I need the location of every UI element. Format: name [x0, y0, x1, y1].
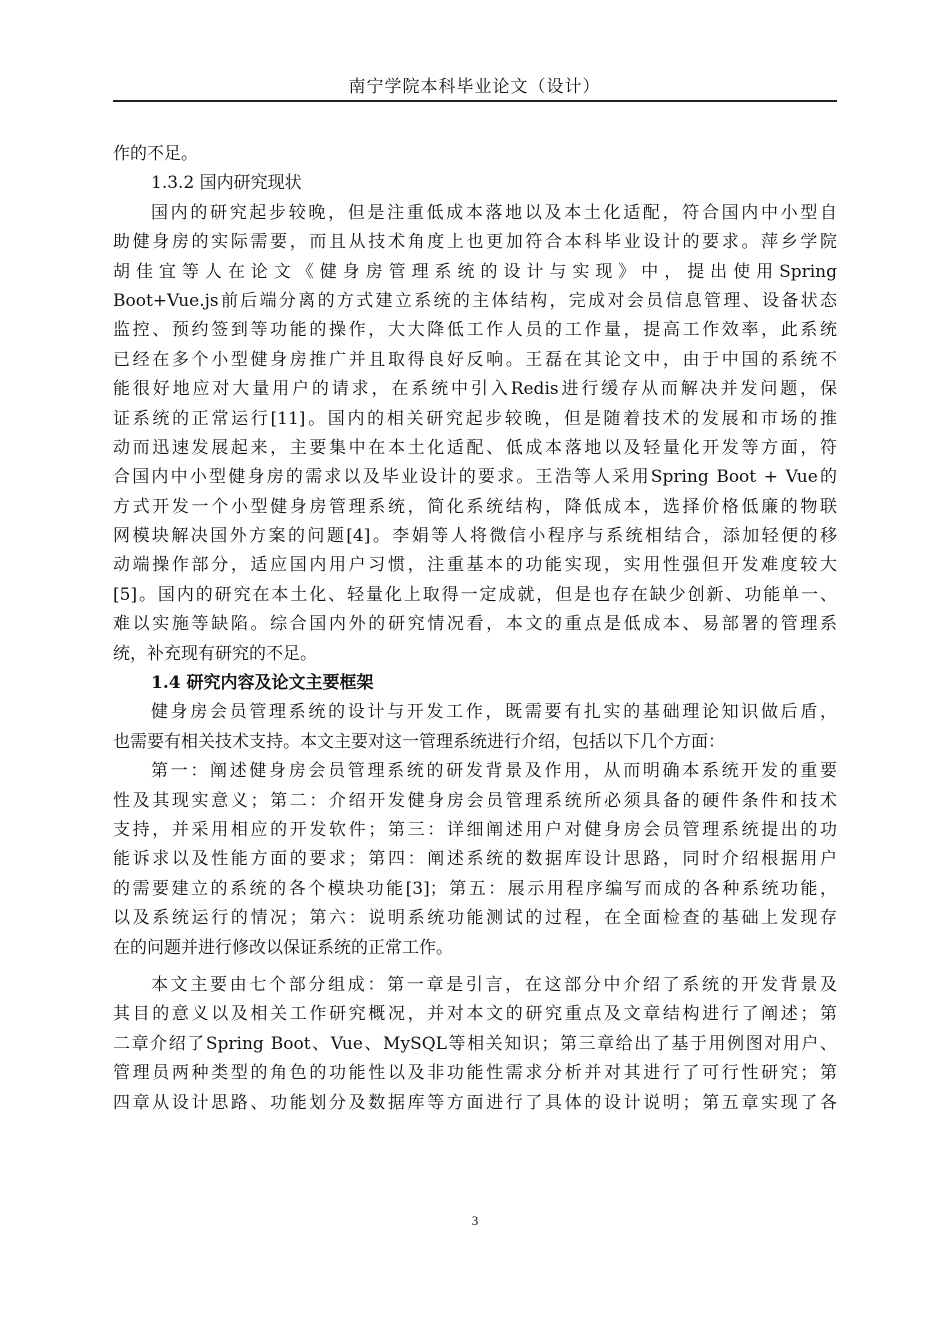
paragraph-line: 其目的意义以及相关工作研究概况，并对本文的研究重点及文章结构进行了阐述；第 [113, 1004, 837, 1025]
paragraph-line: 健身房会员管理系统的设计与开发工作，既需要有扎实的基础理论知识做后盾， [151, 702, 837, 723]
paragraph-line: [5]。国内的研究在本土化、轻量化上取得一定成就，但是也存在缺少创新、功能单一、 [113, 584, 837, 605]
paragraph-line: 监控、预约签到等功能的操作，大大降低工作人员的工作量，提高工作效率，此系统 [113, 320, 837, 341]
paragraph-line: 性及其现实意义；第二：介绍开发健身房会员管理系统所必须具备的硬件条件和技术 [113, 790, 837, 811]
paragraph-line: 动端操作部分，适应国内用户习惯，注重基本的功能实现，实用性强但开发难度较大 [113, 555, 837, 576]
paragraph-line: Boot+Vue.js前后端分离的方式建立系统的主体结构，完成对会员信息管理、设备状态 [113, 290, 837, 311]
paragraph-line: 本文主要由七个部分组成：第一章是引言，在这部分中介绍了系统的开发背景及 [151, 974, 837, 995]
paragraph-line: 支持，并采用相应的开发软件；第三：详细阐述用户对健身房会员管理系统提出的功 [113, 819, 837, 840]
paragraph-line: 二章介绍了Spring Boot、Vue、MySQL等相关知识；第三章给出了基于用例图对用户、 [113, 1033, 837, 1054]
paragraph-line: 方式开发一个小型健身房管理系统，简化系统结构，降低成本，选择价格低廉的物联 [113, 496, 837, 517]
paragraph-line: 能诉求以及性能方面的要求；第四：阐述系统的数据库设计思路，同时介绍根据用户 [113, 849, 837, 870]
paragraph-line: 的需要建立的系统的各个模块功能[3]；第五：展示用程序编写而成的各种系统功能， [113, 878, 837, 899]
paragraph-line: 在的问题并进行修改以保证系统的正常工作。 [113, 937, 453, 958]
paragraph-line: 管理员两种类型的角色的功能性以及非功能性需求分析并对其进行了可行性研究；第 [113, 1063, 837, 1084]
paragraph-line: 国内的研究起步较晚，但是注重低成本落地以及本土化适配，符合国内中小型自 [151, 202, 837, 223]
paragraph-line: 以及系统运行的情况；第六：说明系统功能测试的过程，在全面检查的基础上发现存 [113, 908, 837, 929]
section-heading-1-3-2: 1.3.2 国内研究现状 [151, 173, 302, 194]
paragraph-line: 第一：阐述健身房会员管理系统的研发背景及作用，从而明确本系统开发的重要 [151, 761, 837, 782]
paragraph-line: 已经在多个小型健身房推广并且取得良好反响。王磊在其论文中，由于中国的系统不 [113, 349, 837, 370]
page-number: 3 [471, 1213, 479, 1228]
paragraph-line: 能很好地应对大量用户的请求，在系统中引入Redis进行缓存从而解决并发问题，保 [113, 379, 837, 400]
paragraph-line: 作的不足。 [113, 144, 198, 164]
paragraph-line: 证系统的正常运行[11]。国内的相关研究起步较晚，但是随着技术的发展和市场的推 [113, 408, 837, 429]
header-rule [113, 100, 837, 102]
paragraph-line: 助健身房的实际需要，而且从技术角度上也更加符合本科毕业设计的要求。萍乡学院 [113, 232, 837, 253]
body-text [113, 140, 837, 1118]
running-header: 南宁学院本科毕业论文（设计） [348, 77, 601, 97]
paragraph-line: 难以实施等缺陷。综合国内外的研究情况看，本文的重点是低成本、易部署的管理系 [113, 614, 837, 635]
section-heading-1-4: 1.4 研究内容及论文主要框架 [151, 673, 374, 694]
paragraph-line: 统，补充现有研究的不足。 [113, 643, 317, 664]
paragraph-line: 网模块解决国外方案的问题[4]。李娟等人将微信小程序与系统相结合，添加轻便的移 [113, 526, 837, 547]
paragraph-line: 四章从设计思路、功能划分及数据库等方面进行了具体的设计说明；第五章实现了各 [113, 1092, 837, 1113]
paragraph-line: 胡佳宜等人在论文《健身房管理系统的设计与实现》中，提出使用Spring [113, 261, 837, 282]
paragraph-line: 动而迅速发展起来，主要集中在本土化适配、低成本落地以及轻量化开发等方面，符 [113, 437, 837, 458]
paragraph-line: 也需要有相关技术支持。本文主要对这一管理系统进行介绍，包括以下几个方面： [113, 731, 725, 752]
paragraph-line: 合国内中小型健身房的需求以及毕业设计的要求。王浩等人采用Spring Boot + Vue的 [113, 467, 837, 488]
